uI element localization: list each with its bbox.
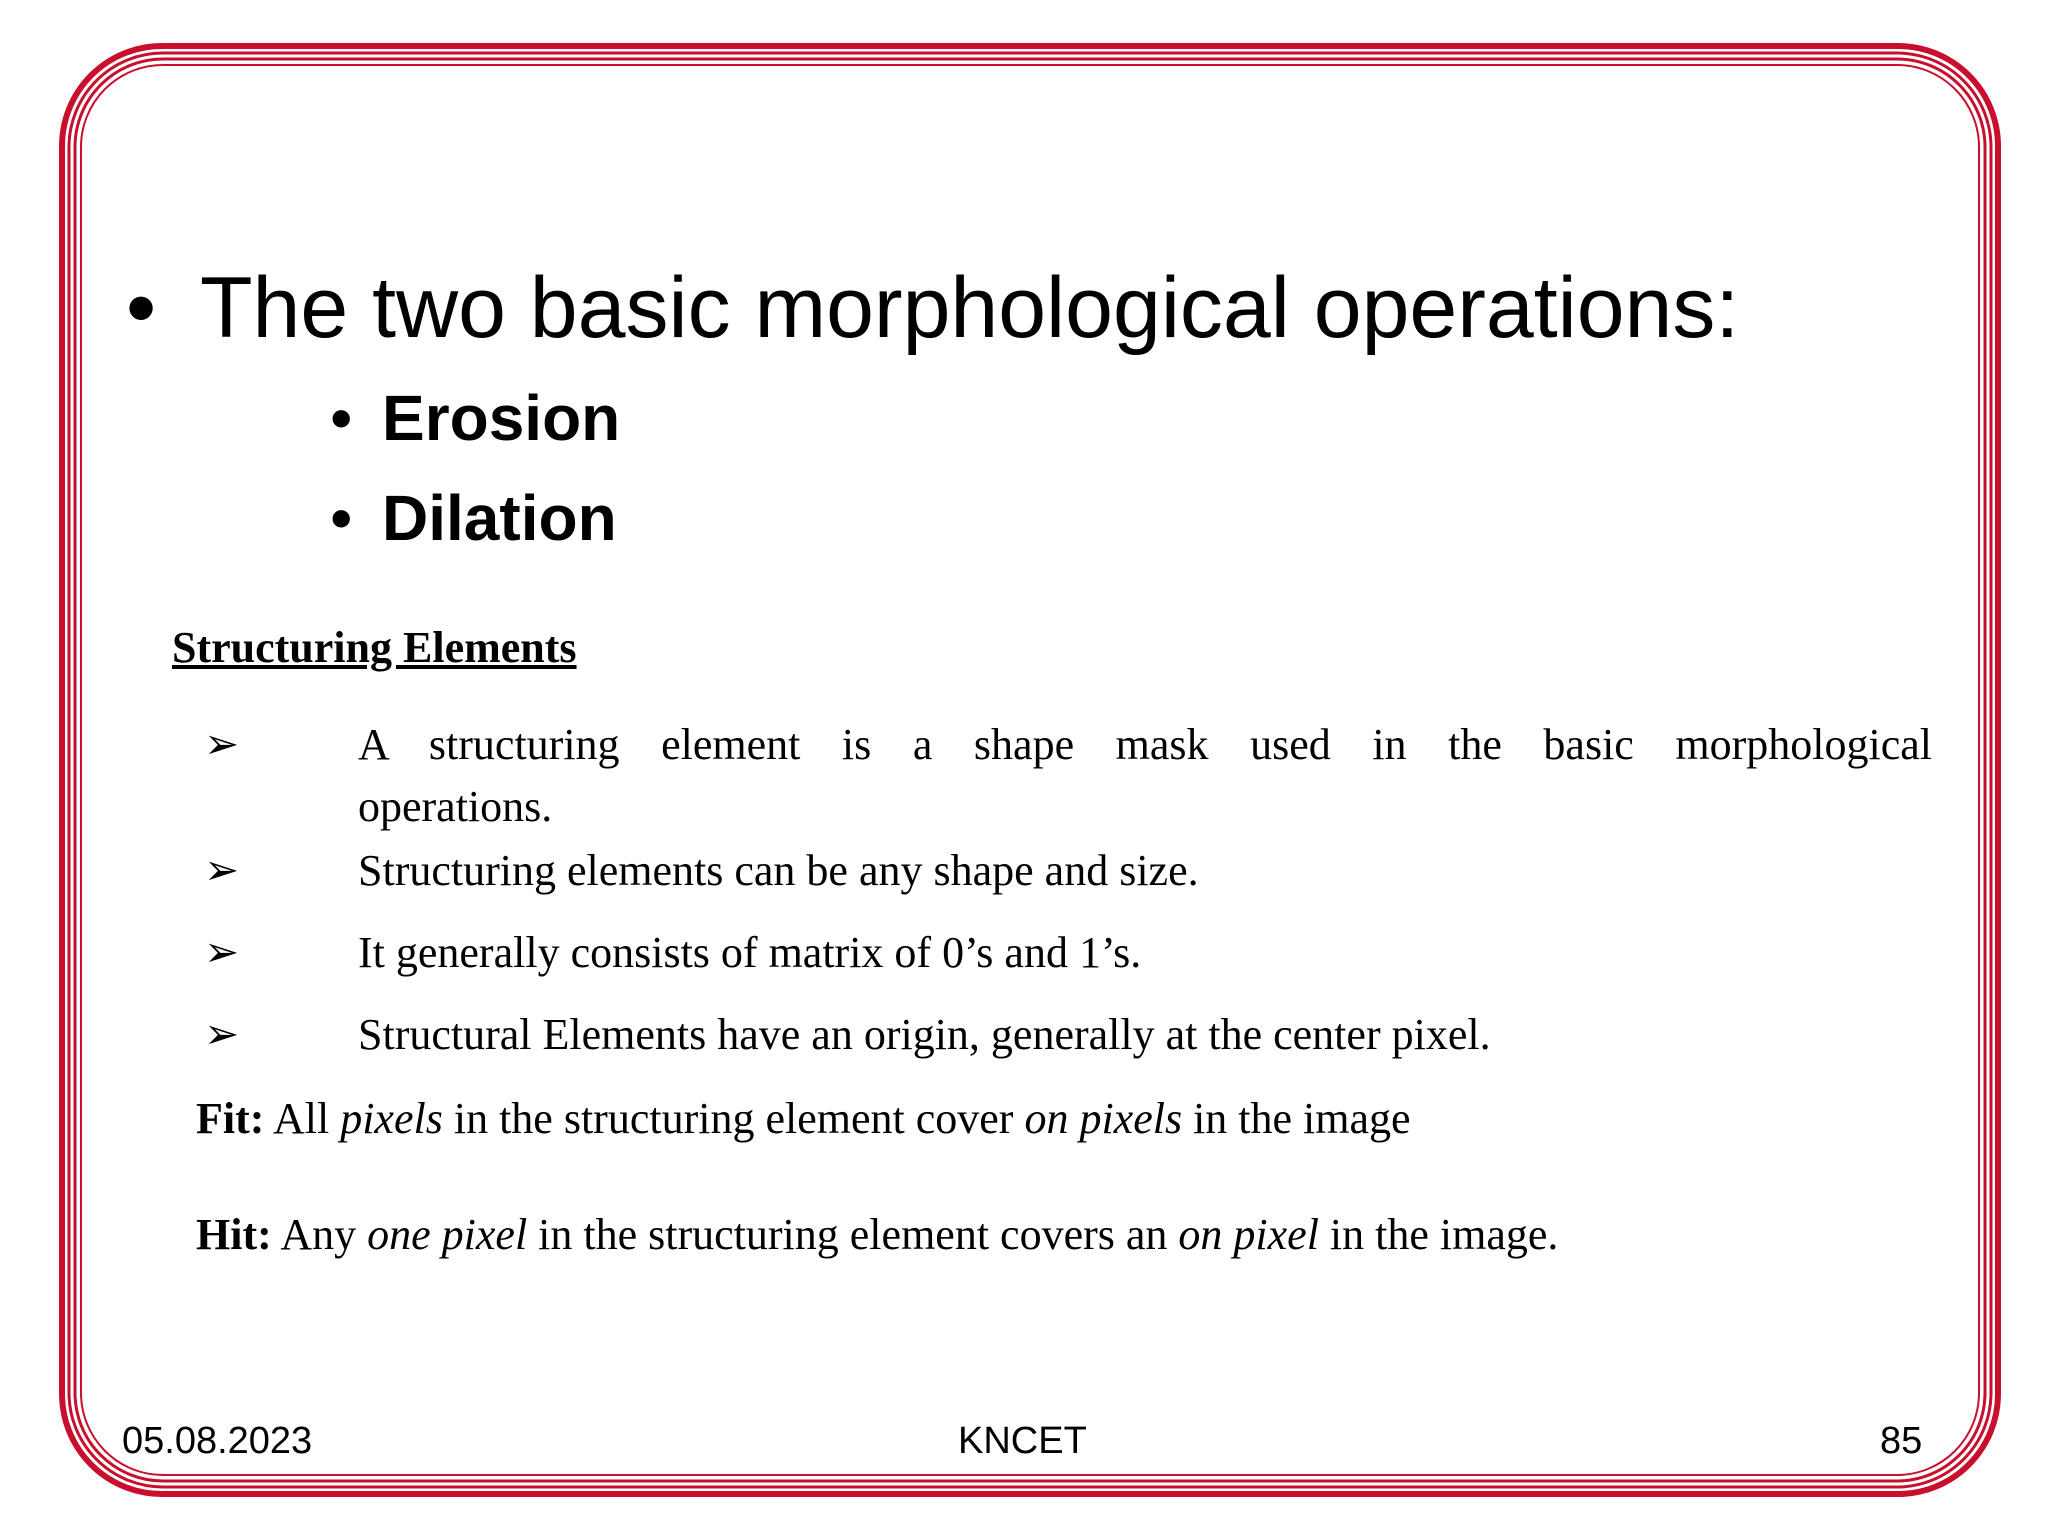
hit-text-italic: on pixel — [1178, 1210, 1319, 1259]
main-bullet: The two basic morphological operations: — [200, 260, 1740, 356]
fit-label: Fit: — [196, 1094, 265, 1143]
bullet-icon: • — [330, 382, 353, 454]
bullet-icon: • — [330, 482, 353, 554]
hit-text: in the image. — [1318, 1210, 1559, 1259]
sub-bullet-erosion: Erosion — [382, 382, 621, 454]
hit-definition — [196, 1204, 1558, 1266]
hit-text: in the structuring element covers an — [527, 1210, 1179, 1259]
fit-definition — [196, 1088, 1411, 1150]
fit-text-italic: on pixels — [1024, 1094, 1183, 1143]
arrow-bullet-icon: ➢ — [204, 1012, 240, 1058]
list-item-continuation: operations. — [358, 782, 553, 831]
footer-date: 05.08.2023 — [122, 1420, 313, 1462]
fit-text-italic: pixels — [340, 1094, 443, 1143]
list-item: Structural Elements have an origin, generally at the center pixel. — [358, 1010, 1491, 1059]
hit-text-italic: one pixel — [367, 1210, 528, 1259]
fit-text: in the structuring element cover — [442, 1094, 1025, 1143]
arrow-bullet-icon: ➢ — [204, 848, 240, 894]
list-item: Structuring elements can be any shape and size. — [358, 846, 1199, 895]
hit-label: Hit: — [196, 1210, 272, 1259]
footer-institution: KNCET — [958, 1420, 1087, 1462]
fit-text: All — [264, 1094, 341, 1143]
list-item: A structuring element is a shape mask used in the basic morphological — [358, 720, 1932, 769]
bullet-icon: • — [126, 260, 157, 356]
arrow-bullet-icon: ➢ — [204, 930, 240, 976]
page-number: 85 — [1880, 1420, 1923, 1462]
sub-bullet-dilation: Dilation — [382, 482, 617, 554]
section-heading: Structuring Elements — [172, 623, 577, 672]
arrow-bullet-icon: ➢ — [204, 722, 240, 768]
fit-text: in the image — [1182, 1094, 1411, 1143]
list-item: It generally consists of matrix of 0’s and 1’s. — [358, 928, 1142, 977]
hit-text: Any — [271, 1210, 368, 1259]
